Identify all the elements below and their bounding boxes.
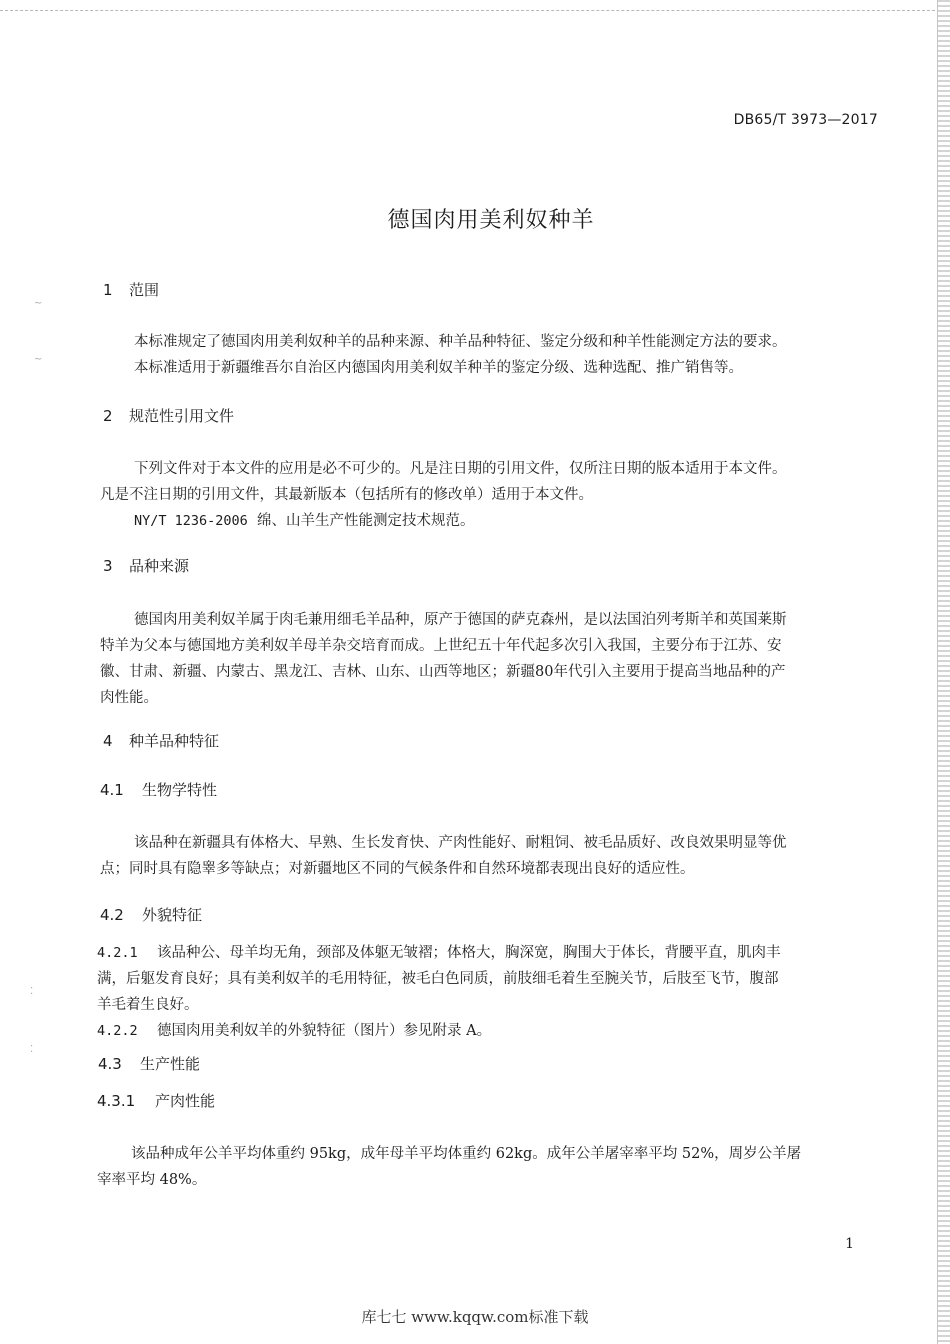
section-4-3-1-body — [97, 1141, 873, 1193]
section-title: 种羊品种特征 — [129, 732, 220, 750]
normative-reference — [100, 508, 876, 534]
paragraph-line: 特羊为父本与德国地方美利奴羊母羊杂交培育而成。上世纪五十年代起多次引入我国，主要分布于江苏、安 — [100, 638, 782, 654]
paragraph: 本标准适用于新疆维吾尔自治区内德国肉用美利奴羊种羊的鉴定分级、选种选配、推广销售等。 — [134, 360, 743, 376]
section-4-3-heading — [98, 1053, 200, 1074]
section-number: 4.1 — [100, 781, 124, 799]
paragraph-line: 点；同时具有隐睾多等缺点；对新疆地区不同的气候条件和自然环境都表现出良好的适应性。 — [100, 861, 695, 877]
section-1-body — [100, 329, 876, 381]
paragraph-line: 徽、甘肃、新疆、内蒙古、黑龙江、吉林、山东、山西等地区；新疆80年代引入主要用于提高当地品种的产 — [100, 664, 786, 680]
clause-number: 4.2.2 — [97, 1023, 138, 1039]
section-4-1-heading — [100, 779, 217, 800]
paragraph-line: 满，后躯发育良好；具有美利奴羊的毛用特征，被毛白色同质，前肢细毛着生至腕关节，后肢至飞节，腹部 — [97, 971, 779, 987]
section-number: 3 — [103, 557, 113, 575]
section-4-heading — [103, 730, 219, 751]
clause-text: 德国肉用美利奴羊的外貌特征（图片）参见附录 A。 — [157, 1023, 492, 1039]
paragraph: 本标准规定了德国肉用美利奴种羊的品种来源、种羊品种特征、鉴定分级和种羊性能测定方法的要求。 — [134, 334, 787, 350]
scan-mark: ⁚ — [30, 986, 34, 997]
scan-right-edge — [937, 0, 950, 1344]
footer-watermark: 库七七 www.kqqw.com标准下载 — [361, 1308, 589, 1326]
paragraph-line: 羊毛着生良好。 — [97, 997, 199, 1013]
document-code: DB65/T 3973—2017 — [733, 112, 878, 128]
section-number: 4.2 — [100, 906, 124, 924]
scan-mark: ~ — [34, 354, 43, 365]
section-title: 产肉性能 — [155, 1092, 216, 1110]
section-title: 生物学特性 — [142, 781, 218, 799]
section-title: 外貌特征 — [142, 906, 203, 924]
section-1-heading — [103, 279, 159, 300]
section-title: 生产性能 — [140, 1055, 201, 1073]
clause-4-2-2-line — [97, 1018, 873, 1044]
scan-mark: ~ — [34, 298, 43, 309]
section-number: 4.3.1 — [97, 1092, 136, 1110]
paragraph-line: 德国肉用美利奴羊属于肉毛兼用细毛羊品种，原产于德国的萨克森州，是以法国泊列考斯羊和英国莱斯 — [134, 612, 787, 628]
section-2-body — [100, 456, 876, 534]
scan-top-edge — [0, 0, 950, 11]
page-number: 1 — [845, 1236, 854, 1252]
clause-text: 该品种公、母羊均无角，颈部及体躯无皱褶；体格大，胸深宽，胸围大于体长，背腰平直，肌肉丰 — [157, 945, 781, 961]
section-number: 4.3 — [98, 1055, 122, 1073]
document-title: 德国肉用美利奴种羊 — [387, 208, 595, 233]
clause-4-2-1-line — [97, 940, 873, 966]
reference-title: 绵、山羊生产性能测定技术规范。 — [257, 513, 475, 529]
section-3-heading — [103, 555, 189, 576]
paragraph-line: 凡是不注日期的引用文件，其最新版本（包括所有的修改单）适用于本文件。 — [100, 487, 593, 503]
clause-number: 4.2.1 — [97, 945, 138, 961]
section-4-1-body — [100, 830, 876, 882]
section-4-3-1-heading — [97, 1090, 215, 1111]
paragraph-line: 宰率平均 48%。 — [97, 1172, 207, 1188]
section-title: 范围 — [129, 281, 160, 299]
paragraph-line: 肉性能。 — [100, 690, 158, 706]
section-number: 1 — [103, 281, 113, 299]
section-4-2-body — [97, 940, 873, 1044]
paragraph-line: 该品种成年公羊平均体重约 95kg，成年母羊平均体重约 62kg。成年公羊屠宰率平均 52%，周岁公羊屠 — [131, 1146, 802, 1162]
reference-code: NY/T 1236-2006 — [134, 513, 248, 529]
paragraph-line: 该品种在新疆具有体格大、早熟、生长发育快、产肉性能好、耐粗饲、被毛品质好、改良效果明显等优 — [134, 835, 787, 851]
section-number: 4 — [103, 732, 113, 750]
section-4-2-heading — [100, 904, 202, 925]
section-3-body — [100, 607, 876, 711]
section-number: 2 — [103, 407, 113, 425]
paragraph-line: 下列文件对于本文件的应用是必不可少的。凡是注日期的引用文件，仅所注日期的版本适用于本文件。 — [134, 461, 787, 477]
section-title: 规范性引用文件 — [129, 407, 235, 425]
section-title: 品种来源 — [129, 557, 190, 575]
section-2-heading — [103, 405, 234, 426]
scan-mark: ⁚ — [30, 1044, 34, 1055]
